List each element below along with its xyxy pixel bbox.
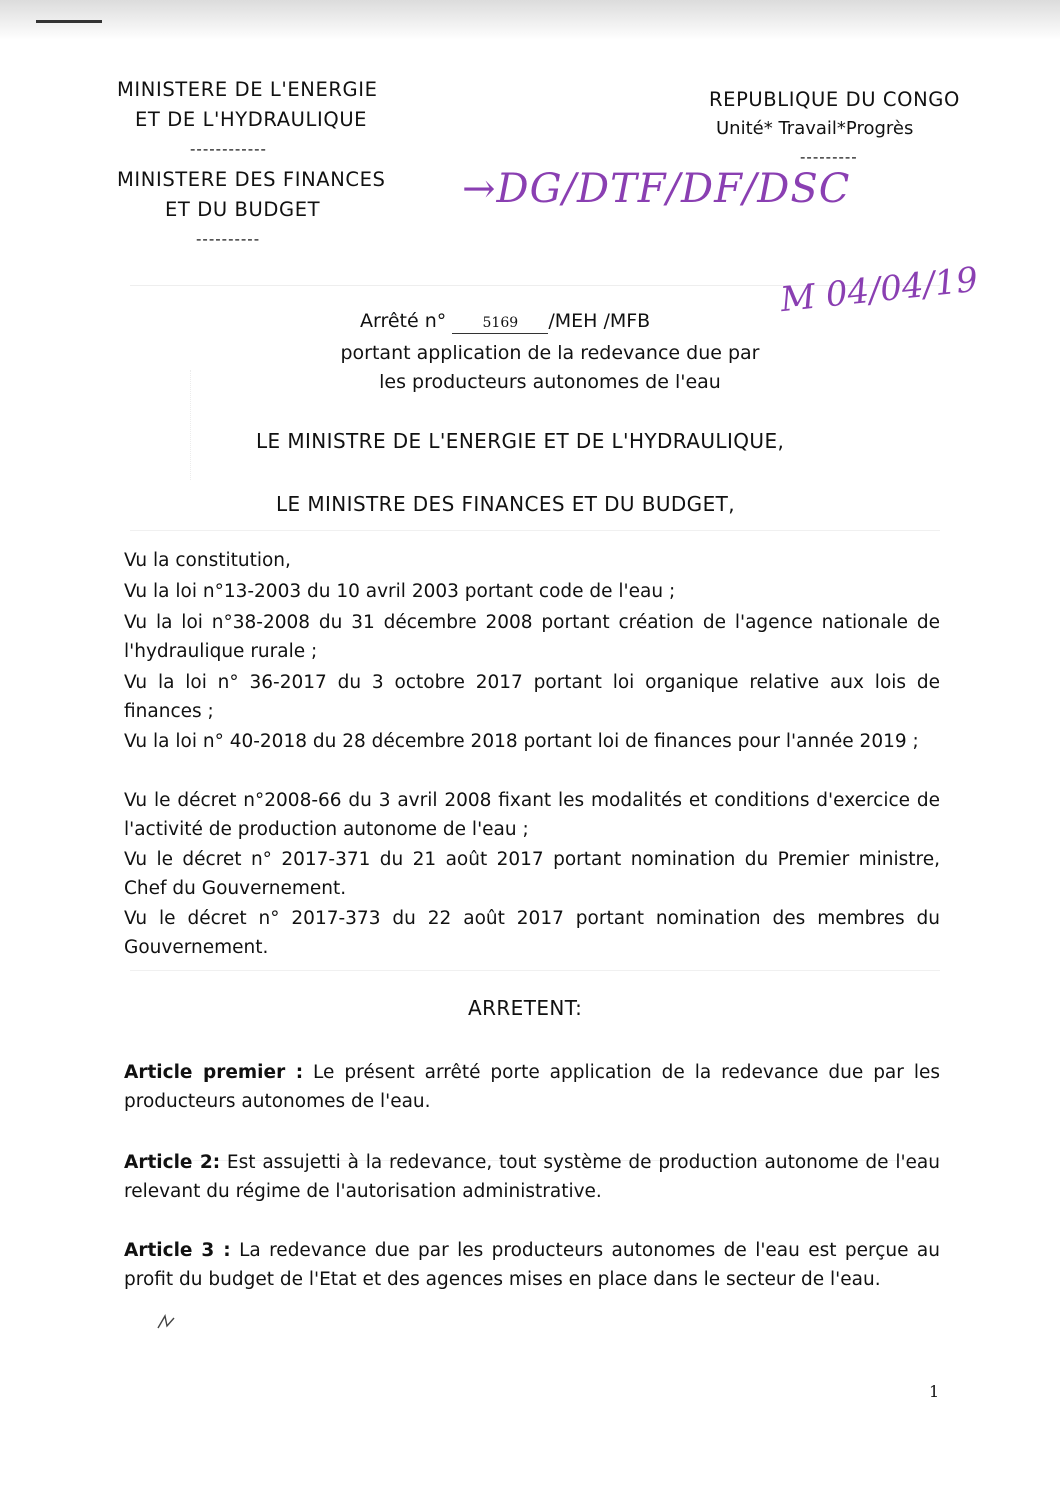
- initials-mark: [155, 1312, 177, 1332]
- page-number: 1: [929, 1382, 940, 1401]
- article-premier-text: Le présent arrêté porte application de la redevance due par les producteurs autonomes de l'eau.: [124, 1062, 940, 1112]
- visa-decree-2017-371: Vu le décret n° 2017-371 du 21 août 2017 portant nomination du Premier ministre, Chef du Gouvernement.: [124, 849, 940, 899]
- handwritten-date: M 04/04/19: [778, 259, 980, 321]
- article-3-label: Article 3 :: [124, 1240, 231, 1261]
- article-2-label: Article 2:: [124, 1152, 221, 1173]
- ministry-finance-line1: MINISTERE DES FINANCES: [117, 168, 386, 191]
- heading-minister-finance: LE MINISTRE DES FINANCES ET DU BUDGET,: [276, 492, 735, 516]
- article-3-text: La redevance due par les producteurs autonomes de l'eau est perçue au profit du budget de l'Etat et des agences mises en place dans le secteur de l'eau.: [124, 1240, 940, 1290]
- header-separator-right: ---------: [800, 148, 858, 166]
- decree-prefix: Arrêté n°: [360, 310, 447, 332]
- republic-motto: Unité* Travail*Progrès: [716, 118, 914, 139]
- visa-decree-2008-66: Vu le décret n°2008-66 du 3 avril 2008 fixant les modalités et conditions d'exercice de l'activité de production autonome de l'eau ;: [124, 790, 940, 840]
- ministry-energy-line1: MINISTERE DE L'ENERGIE: [117, 78, 378, 101]
- ministry-finance-line2: ET DU BUDGET: [165, 198, 321, 221]
- heading-arretent: ARRETENT:: [468, 996, 583, 1020]
- scan-shadow: [0, 0, 1060, 40]
- visa-law-40-2018: Vu la loi n° 40-2018 du 28 décembre 2018 portant loi de finances pour l'année 2019 ;: [124, 731, 919, 752]
- decree-number: 5169: [452, 313, 548, 334]
- visa-law-38-2008: Vu la loi n°38-2008 du 31 décembre 2008 portant création de l'agence nationale de l'hydraulique rurale ;: [124, 612, 940, 662]
- decree-title-line2: portant application de la redevance due par: [340, 342, 760, 364]
- article-premier-label: Article premier :: [124, 1062, 304, 1083]
- header-separator-left: ------------: [190, 140, 267, 158]
- ministry-energy-line2: ET DE L'HYDRAULIQUE: [135, 108, 368, 131]
- handwritten-routing: →DG/DTF/DF/DSC: [462, 166, 851, 212]
- article-premier: [124, 1058, 940, 1116]
- header-separator-left2: ----------: [196, 230, 261, 248]
- corner-mark: [36, 20, 102, 23]
- decree-title-number-line: [360, 310, 650, 334]
- article-2: [124, 1148, 940, 1206]
- decree-suffix: /MEH /MFB: [548, 310, 651, 332]
- article-2-text: Est assujetti à la redevance, tout système de production autonome de l'eau relevant du régime de l'autorisation administrative.: [124, 1152, 940, 1202]
- visa-law-36-2017: Vu la loi n° 36-2017 du 3 octobre 2017 portant loi organique relative aux lois de finances ;: [124, 672, 940, 722]
- article-3: [124, 1236, 940, 1294]
- visa-constitution: Vu la constitution,: [124, 550, 291, 571]
- republic-name: REPUBLIQUE DU CONGO: [709, 88, 960, 111]
- visa-decree-2017-373: Vu le décret n° 2017-373 du 22 août 2017 portant nomination des membres du Gouvernement.: [124, 908, 940, 958]
- visa-law-13-2003: Vu la loi n°13-2003 du 10 avril 2003 portant code de l'eau ;: [124, 581, 676, 602]
- heading-minister-energy: LE MINISTRE DE L'ENERGIE ET DE L'HYDRAULIQUE,: [256, 429, 785, 453]
- decree-title-line3: les producteurs autonomes de l'eau: [379, 371, 721, 393]
